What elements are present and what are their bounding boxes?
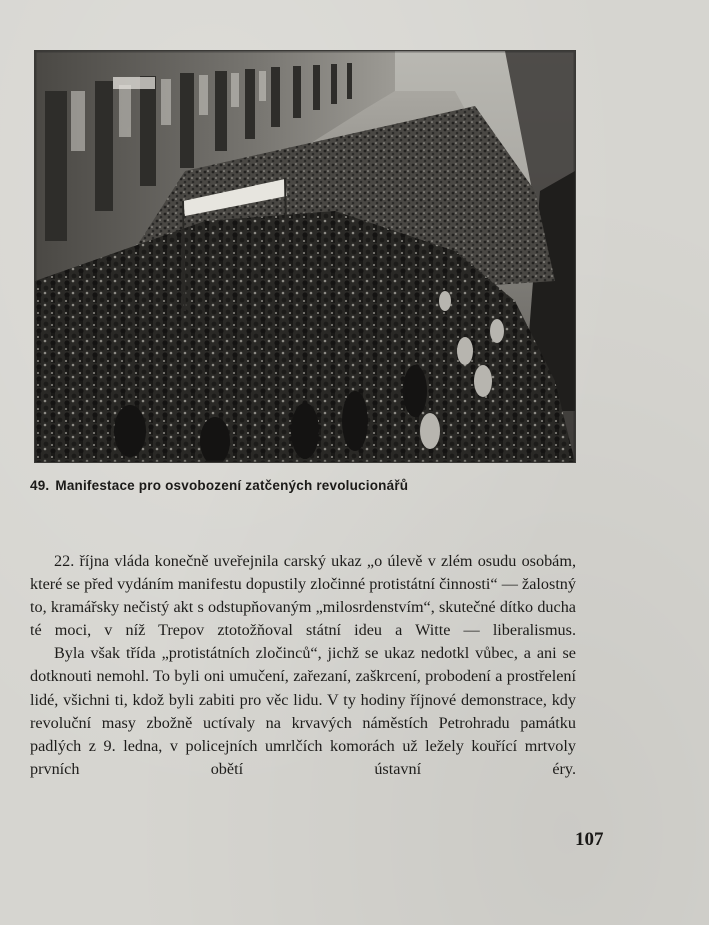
street-crowd-image xyxy=(35,51,575,462)
figure-number: 49. xyxy=(30,478,50,493)
paragraph: 22. října vláda konečně uveřejnila carský ukaz „o úlevě v zlém osudu osobám, které se před vydáním manifestu dopustily zločinné protistátní činnosti“ — žalostný to, kramářsky nečistý akt s odstupňovaným „milosrdenstvím“, skutečné dítko ducha té moci, v níž Trepov ztotožňoval státní ideu a Witte — liberalismus. xyxy=(30,552,576,640)
figure-caption xyxy=(30,478,408,493)
figure-caption-text: Manifestace pro osvobození zatčených revolucionářů xyxy=(55,478,409,493)
page-number: 107 xyxy=(575,829,604,850)
paragraph: Byla však třída „protistátních zločinců“, jichž se ukaz nedotkl vůbec, a ani se dotknouti nemohl. To byli oni umučení, zařezaní, zaškrcení, probodení a prostřelení lidé, všichni ti, kdož byli zabiti pro věc lidu. V ty hodiny říjnové demonstrace, kdy revoluční masy zbožně uctívaly na krvavých náměstích Petrohradu památku padlých z 9. ledna, v policejních umrlčích komorách už ležely kouřící mrtvoly prvních obětí ústavní éry. xyxy=(30,644,576,778)
demonstration-photograph xyxy=(35,51,575,462)
body-text xyxy=(30,550,576,781)
